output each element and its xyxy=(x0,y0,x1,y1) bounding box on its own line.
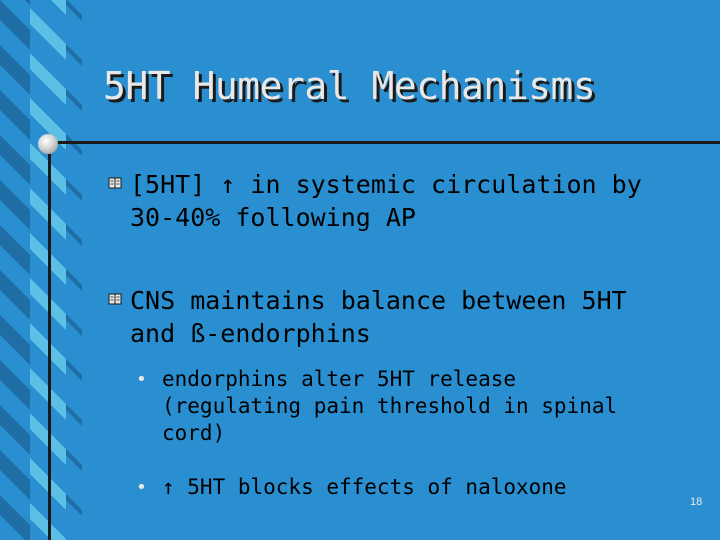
sub-bullet-item xyxy=(136,366,656,447)
page-title: 5HT Humeral Mechanisms xyxy=(103,64,596,108)
page-number: 18 xyxy=(690,496,703,508)
bullet-item xyxy=(108,168,708,234)
title-rule xyxy=(48,141,720,144)
bullet-item xyxy=(108,284,708,350)
sub-bullet-item xyxy=(136,474,656,501)
book-icon xyxy=(108,292,122,306)
sub-bullet-text: ↑ 5HT blocks effects of naloxone xyxy=(162,475,567,499)
dot-icon: • xyxy=(136,369,147,390)
decorative-band xyxy=(0,0,82,540)
chevron-pattern xyxy=(0,0,82,540)
book-icon xyxy=(108,176,122,190)
bullet-text: CNS maintains balance between 5HT and ß-endorphins xyxy=(130,286,627,348)
dot-icon: • xyxy=(136,477,147,498)
bullet-text: [5HT] ↑ in systemic circulation by 30-40% following AP xyxy=(130,170,642,232)
vertical-divider xyxy=(48,140,51,540)
sub-bullet-text: endorphins alter 5HT release (regulating pain threshold in spinal cord) xyxy=(162,367,618,445)
divider-knob xyxy=(38,134,58,154)
